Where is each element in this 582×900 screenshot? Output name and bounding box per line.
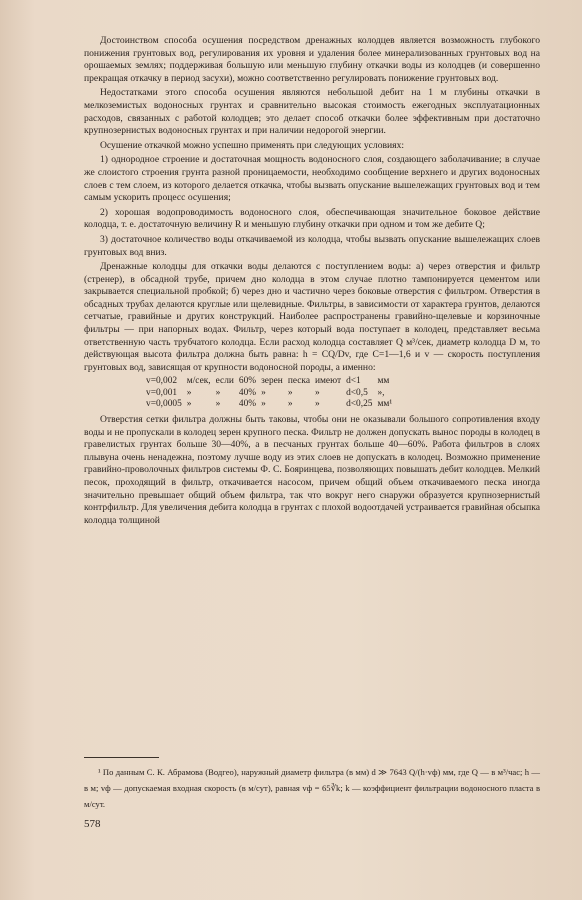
table-cell: 40% [238,398,257,409]
table-cell: м/сек, [186,376,211,387]
velocity-row [146,376,397,387]
velocity-row [146,399,397,410]
paragraph-advantages: Достоинством способа осушения посредством дренажных колодцев является возможность глубокого понижения грунтовых вод, регулирования их уровня и удаления более минерализованных грунтовых вод на орошаемых землях; поддерживая большую или меньшую глубину откачки воды из колодцев (и совершенно прекращая откачку в период засухи), можно соответственно регулировать понижение грунтовых вод. [84,35,540,84]
velocity-table [146,376,397,410]
footnote-divider [84,757,159,758]
table-cell: » [186,398,192,409]
table-cell: » [261,387,266,398]
table-cell: v=0,002 [146,376,178,387]
condition-3: 3) достаточное количество воды откачиваемой из колодца, чтобы вызвать опускание вышележащих слоев грунтовых вод вниз. [84,233,540,258]
paragraph-drainage-wells: Дренажные колодцы для откачки воды делаются с поступлением воды: а) через отверстия и фильтр (стренер), в обсадной трубе, причем дно колодца в этом случае плотно тампонируется цементом или закрывается специальной пробкой; б) через дно и частично через боковые отверстия с фильтром. Отверстия в обсадных трубах делаются круглые или щелевидные. Фильтры, в зависимости от характера грунтов, делаются сетчатые, гравийные и других конструкций. Наиболее распространены гравийно-щелевые и корзиночные фильтры — при напорных водах. Фильтр, через который вода поступает в колодец, представляет весьма ответственную часть трубчатого колодца. Если расход колодца составляет Q м³/сек, диаметр колодца D м, то действующая высота фильтра должна быть равна: h = CQ/Dv, где C=1—1,6 и v — скорость поступления грунтовых вод, зависящая от крупности водоносной породы, а именно: [84,261,540,373]
table-cell: » [314,398,320,409]
table-cell: » [186,387,192,398]
page-number: 578 [84,818,101,830]
main-text [84,35,540,529]
table-cell: d<0,5 [346,387,368,398]
table-cell: 60% [238,376,257,387]
table-cell: мм¹ [377,398,393,409]
table-cell: d<0,25 [346,398,373,409]
paragraph-filter-mesh: Отверстия сетки фильтра должны быть таковы, чтобы они не оказывали большого сопротивления входу воды и не пропускали в колодец зерен крупного песка. Фильтр не должен допускать вынос породы в колодец в гравелистых грунтах больше 30—40%, а в песчаных грунтах больше 40—60%. Работа фильтров в слоях плывуна очень ненадежна, поэтому лучше воду из этих слоев не допускать в колодец. Возможно применение гравийно-проволочных фильтров системы Ф. С. Бояринцева, позволяющих повышать дебит колодцев. Мелкий песок, проходящий в фильтр, откачивается насосом, причем общий объем откачиваемого песка иногда значительно превышает общий объем фильтра, так что вокруг него снаружи образуется крупнозернистый контрфильтр. Для увеличения дебита колодца в грунтах с плохой водоотдачей устраивается гравийная обсыпка колодца толщиной [84,414,540,526]
table-cell: » [215,387,221,398]
table-cell: » [261,398,266,409]
table-cell: », [377,387,385,398]
condition-2: 2) хорошая водопроводимость водоносного слоя, обеспечивающая значительное боковое действие колодца, т. е. достаточную величину R и меньшую глубину откачки при одном и том же дебите Q; [84,206,540,231]
table-cell: имеют [314,376,342,387]
table-cell: если [215,376,234,387]
paragraph-disadvantages: Недостатками этого способа осушения являются небольшой дебит на 1 м глубины откачки в мелкоземистых водоносных грунтах и сравнительно высокая стоимость ежегодных эксплуатационных расходов, связанных с работой колодцев; это делает способ откачки более эффективным при достаточно крупнозернистых водоносных грунтах и при наличии недорогой энергии. [84,87,540,137]
table-cell: 40% [238,387,257,398]
table-cell: » [287,398,293,409]
table-cell: » [287,387,293,398]
footnote: ¹ По данным С. К. Абрамова (Водгео), наружный диаметр фильтра (в мм) d ≫ 7643 Q/(h·vф) мм, где Q — в м³/час; h — в м; vф — допускаемая входная скорость (в м/сут), равная vф = 65∛k; k — коэффициент фильтрации водоносного пласта в м/сут. [84,767,540,809]
paragraph-conditions-intro: Осушение откачкой можно успешно применять при следующих условиях: [100,139,405,151]
table-cell: v=0,001 [146,387,178,398]
table-cell: песка [287,376,310,387]
table-cell: » [215,398,221,409]
table-cell: d<1 [346,376,361,387]
table-cell: зерен [261,376,283,387]
table-cell: v=0,0005 [146,398,182,409]
condition-1: 1) однородное строение и достаточная мощность водоносного слоя, создающего заболачивание; в случае же слоистого строения грунта разной проницаемости, необходимо сообщение верхнего и других водоносных слоев с тем слоем, из которого делается откачка, чтобы вызвать опускание вышележащих грунтовых вод и тем самым ускорить процесс осушения; [84,154,540,204]
table-cell: мм [377,376,390,387]
velocity-row [146,388,397,399]
table-cell: » [314,387,320,398]
